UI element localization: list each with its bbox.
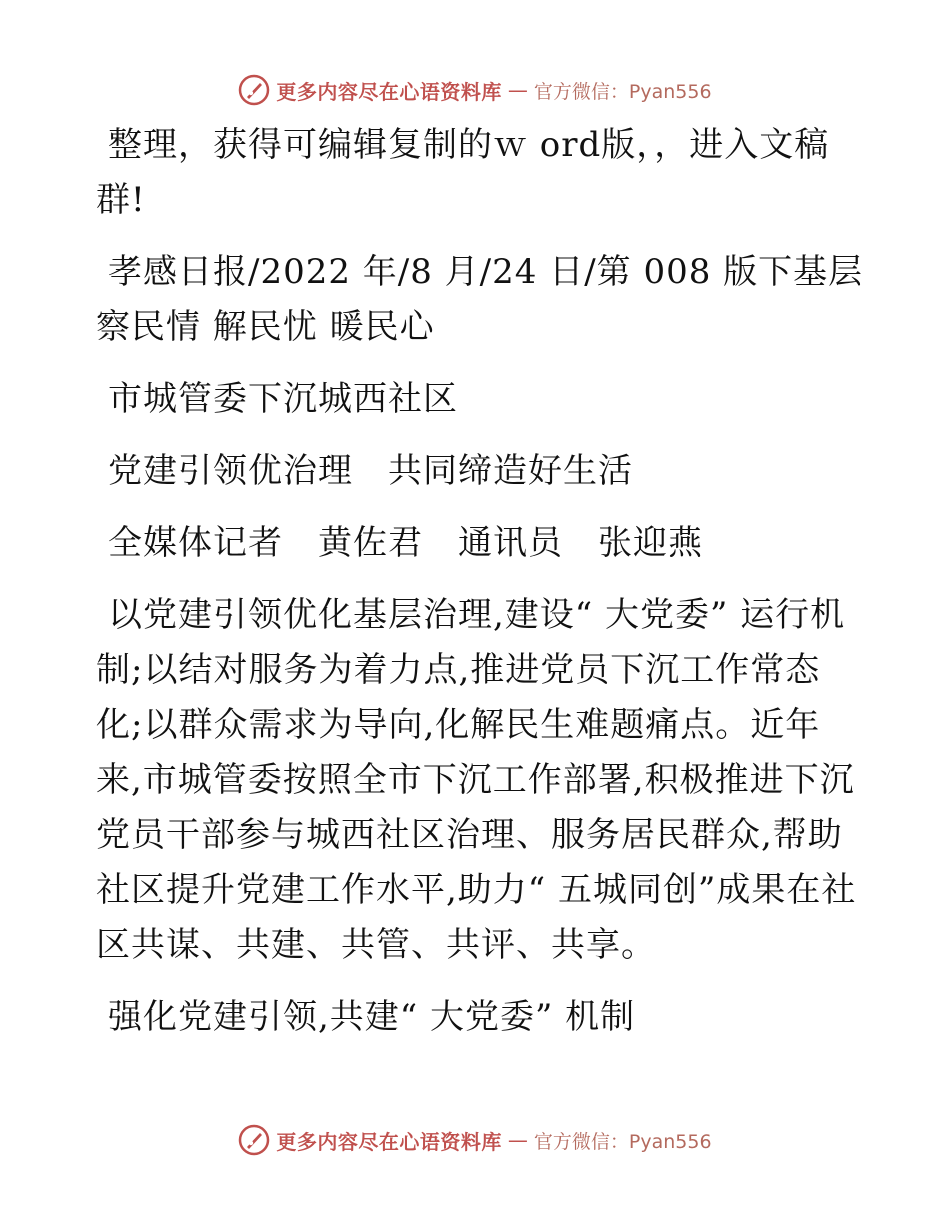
footer-watermark (0, 1120, 950, 1160)
watermark-main-text: 更多内容尽在心语资料库 (276, 1129, 502, 1154)
header-watermark (0, 70, 950, 110)
document-body (96, 118, 866, 1062)
watermark-main-text: 更多内容尽在心语资料库 (276, 79, 502, 104)
paragraph-body: 以党建引领优化基层治理,建设“ 大党委” 运行机制;以结对服务为着力点,推进党员下沉工作常态化;以群众需求为导向,化解民生难题痛点。近年来,市城管委按照全市下沉工作部署,积极推进下沉党员干部参与城西社区治理、服务居民群众,帮助社区提升党建工作水平,助力“ 五城同创”成果在社区共谋、共建、共管、共评、共享。 (96, 595, 857, 965)
watermark-wechat-text: 官方微信：Pyan556 (533, 80, 712, 103)
quill-seal-icon (238, 1124, 270, 1156)
paragraph-byline: 全媒体记者 黄佐君 通讯员 张迎燕 (108, 523, 703, 563)
quill-seal-icon (238, 74, 270, 106)
watermark-wechat-text: 官方微信：Pyan556 (533, 1130, 712, 1153)
paragraph-section-heading: 强化党建引领,共建“ 大党委” 机制 (108, 997, 636, 1037)
paragraph-source-line: 孝感日报/2022 年/8 月/24 日/第 008 版下基层 察民情 解民忧 暖民心 (96, 252, 864, 347)
paragraph-article-title: 党建引领优治理 共同缔造好生活 (108, 451, 633, 491)
watermark-dash: — (507, 1128, 528, 1152)
paragraph-dept-heading: 市城管委下沉城西社区 (108, 379, 458, 419)
paragraph-intro: 整理，获得可编辑复制的ｗ ord版，，进入文稿群! (96, 125, 830, 220)
watermark-dash: — (507, 78, 528, 102)
